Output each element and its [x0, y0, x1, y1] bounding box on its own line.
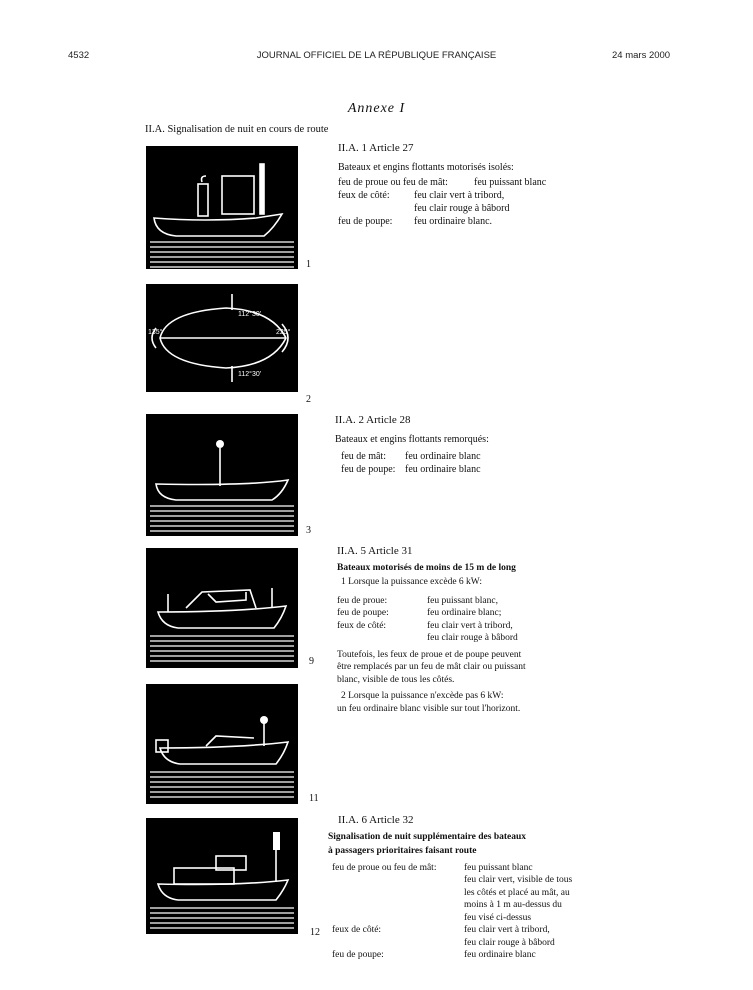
angle-label-left: 135° [148, 329, 163, 336]
section-article-32 [328, 814, 573, 962]
row-value: feu puissant blanc [464, 862, 533, 873]
page-number: 4532 [68, 50, 90, 61]
figure-3-towed-boat [146, 414, 298, 536]
row-value: feu visé ci-dessus [464, 912, 532, 923]
figure-number-3: 3 [306, 525, 311, 536]
figure-1-motor-boat [146, 146, 298, 269]
figure-number-1: 1 [306, 259, 311, 270]
row-value: feu ordinaire blanc; [427, 608, 502, 618]
row-label: feu de mât: [341, 451, 386, 462]
note-paragraph [337, 649, 526, 687]
row-label [332, 887, 464, 900]
section-subtitle: II.A. Signalisation de nuit en cours de route [145, 124, 329, 135]
row-label: feu de poupe: [338, 216, 393, 227]
article-heading: II.A. 1 Article 27 [338, 142, 414, 154]
article-heading: II.A. 5 Article 31 [337, 545, 413, 557]
row-value: feu clair vert à tribord, [464, 925, 550, 935]
section-article-27 [338, 142, 546, 228]
section-heading: Bateaux et engins flottants motorisés isolés: [338, 162, 514, 173]
row-value: moins à 1 m au-dessus du [464, 900, 562, 910]
angle-label-bottom: 112°30' [238, 371, 262, 378]
figure-9-small-motor-boat [146, 548, 298, 668]
row-value: feu puissant blanc [474, 177, 547, 188]
condition-2: 2 Lorsque la puissance n'excède pas 6 kW: [341, 691, 504, 701]
figure-11-open-motor-boat [146, 684, 298, 804]
row-label [338, 202, 414, 215]
note-line: être remplacés par un feu de mât clair ou puissant [337, 662, 526, 672]
row-value: feu clair vert à tribord, [427, 620, 513, 631]
figure-number-2: 2 [306, 394, 311, 405]
article-heading: II.A. 6 Article 32 [338, 814, 414, 826]
row-value: feu clair vert à tribord, [414, 190, 505, 201]
row-label: feux de côté: [337, 620, 387, 631]
condition-1: 1 Lorsque la puissance excède 6 kW: [341, 577, 483, 587]
row-value: feu puissant blanc, [427, 595, 498, 606]
section-heading-line: Signalisation de nuit supplémentaire des bateaux [328, 831, 527, 842]
angle-label-top: 112°30' [238, 311, 262, 318]
section-heading: Bateaux et engins flottants remorqués: [335, 434, 489, 445]
note-line: blanc, visible de tous les côtés. [337, 674, 455, 685]
row-label [332, 899, 464, 912]
row-label: feu de poupe: [341, 464, 396, 475]
row-label: feu de proue: [337, 595, 388, 606]
row-label: feu de poupe: [337, 608, 389, 618]
row-label [332, 912, 464, 925]
condition-2-text: un feu ordinaire blanc visible sur tout l'horizont. [337, 703, 521, 714]
figure-number-11: 11 [309, 793, 319, 804]
article-heading: II.A. 2 Article 28 [335, 414, 411, 426]
annexe-title: Annexe I [347, 101, 406, 116]
row-label: feu de proue ou feu de mât: [332, 862, 437, 873]
row-label: feu de poupe: [332, 950, 384, 960]
row-label: feu de proue ou feu de mât: [338, 177, 448, 188]
section-heading: Bateaux motorisés de moins de 15 m de long [337, 562, 516, 573]
figure-number-12: 12 [310, 927, 320, 938]
row-label: feux de côté: [332, 925, 382, 935]
section-article-28 [335, 414, 489, 476]
row-value: feu ordinaire blanc. [414, 216, 493, 227]
row-label [332, 937, 464, 950]
section-heading-line: à passagers prioritaires faisant route [328, 846, 477, 856]
row-value: feu clair rouge à bâbord [427, 633, 518, 643]
row-value: feu clair vert, visible de tous [464, 875, 573, 885]
publication-date: 24 mars 2000 [612, 50, 671, 61]
angle-label-right: 225° [276, 329, 291, 336]
note-line: Toutefois, les feux de proue et de poupe peuvent [337, 649, 522, 660]
row-value: les côtés et placé au mât, au [464, 887, 570, 898]
row-value: feu ordinaire blanc [405, 451, 481, 462]
figure-12-passenger-boat [146, 818, 298, 934]
row-label [332, 874, 464, 887]
row-value: feu clair rouge à bâbord [464, 937, 555, 948]
figure-number-9: 9 [309, 656, 314, 667]
section-article-31 [337, 545, 526, 715]
row-value: feu clair rouge à bâbord [414, 203, 510, 214]
journal-title: JOURNAL OFFICIEL DE LA RÉPUBLIQUE FRANÇAISE [256, 50, 497, 61]
row-label: feux de côté: [338, 190, 390, 201]
row-label [337, 632, 427, 645]
figure-2-light-sectors-diagram [146, 284, 298, 392]
row-value: feu ordinaire blanc [405, 464, 481, 475]
row-value: feu ordinaire blanc [464, 950, 536, 960]
